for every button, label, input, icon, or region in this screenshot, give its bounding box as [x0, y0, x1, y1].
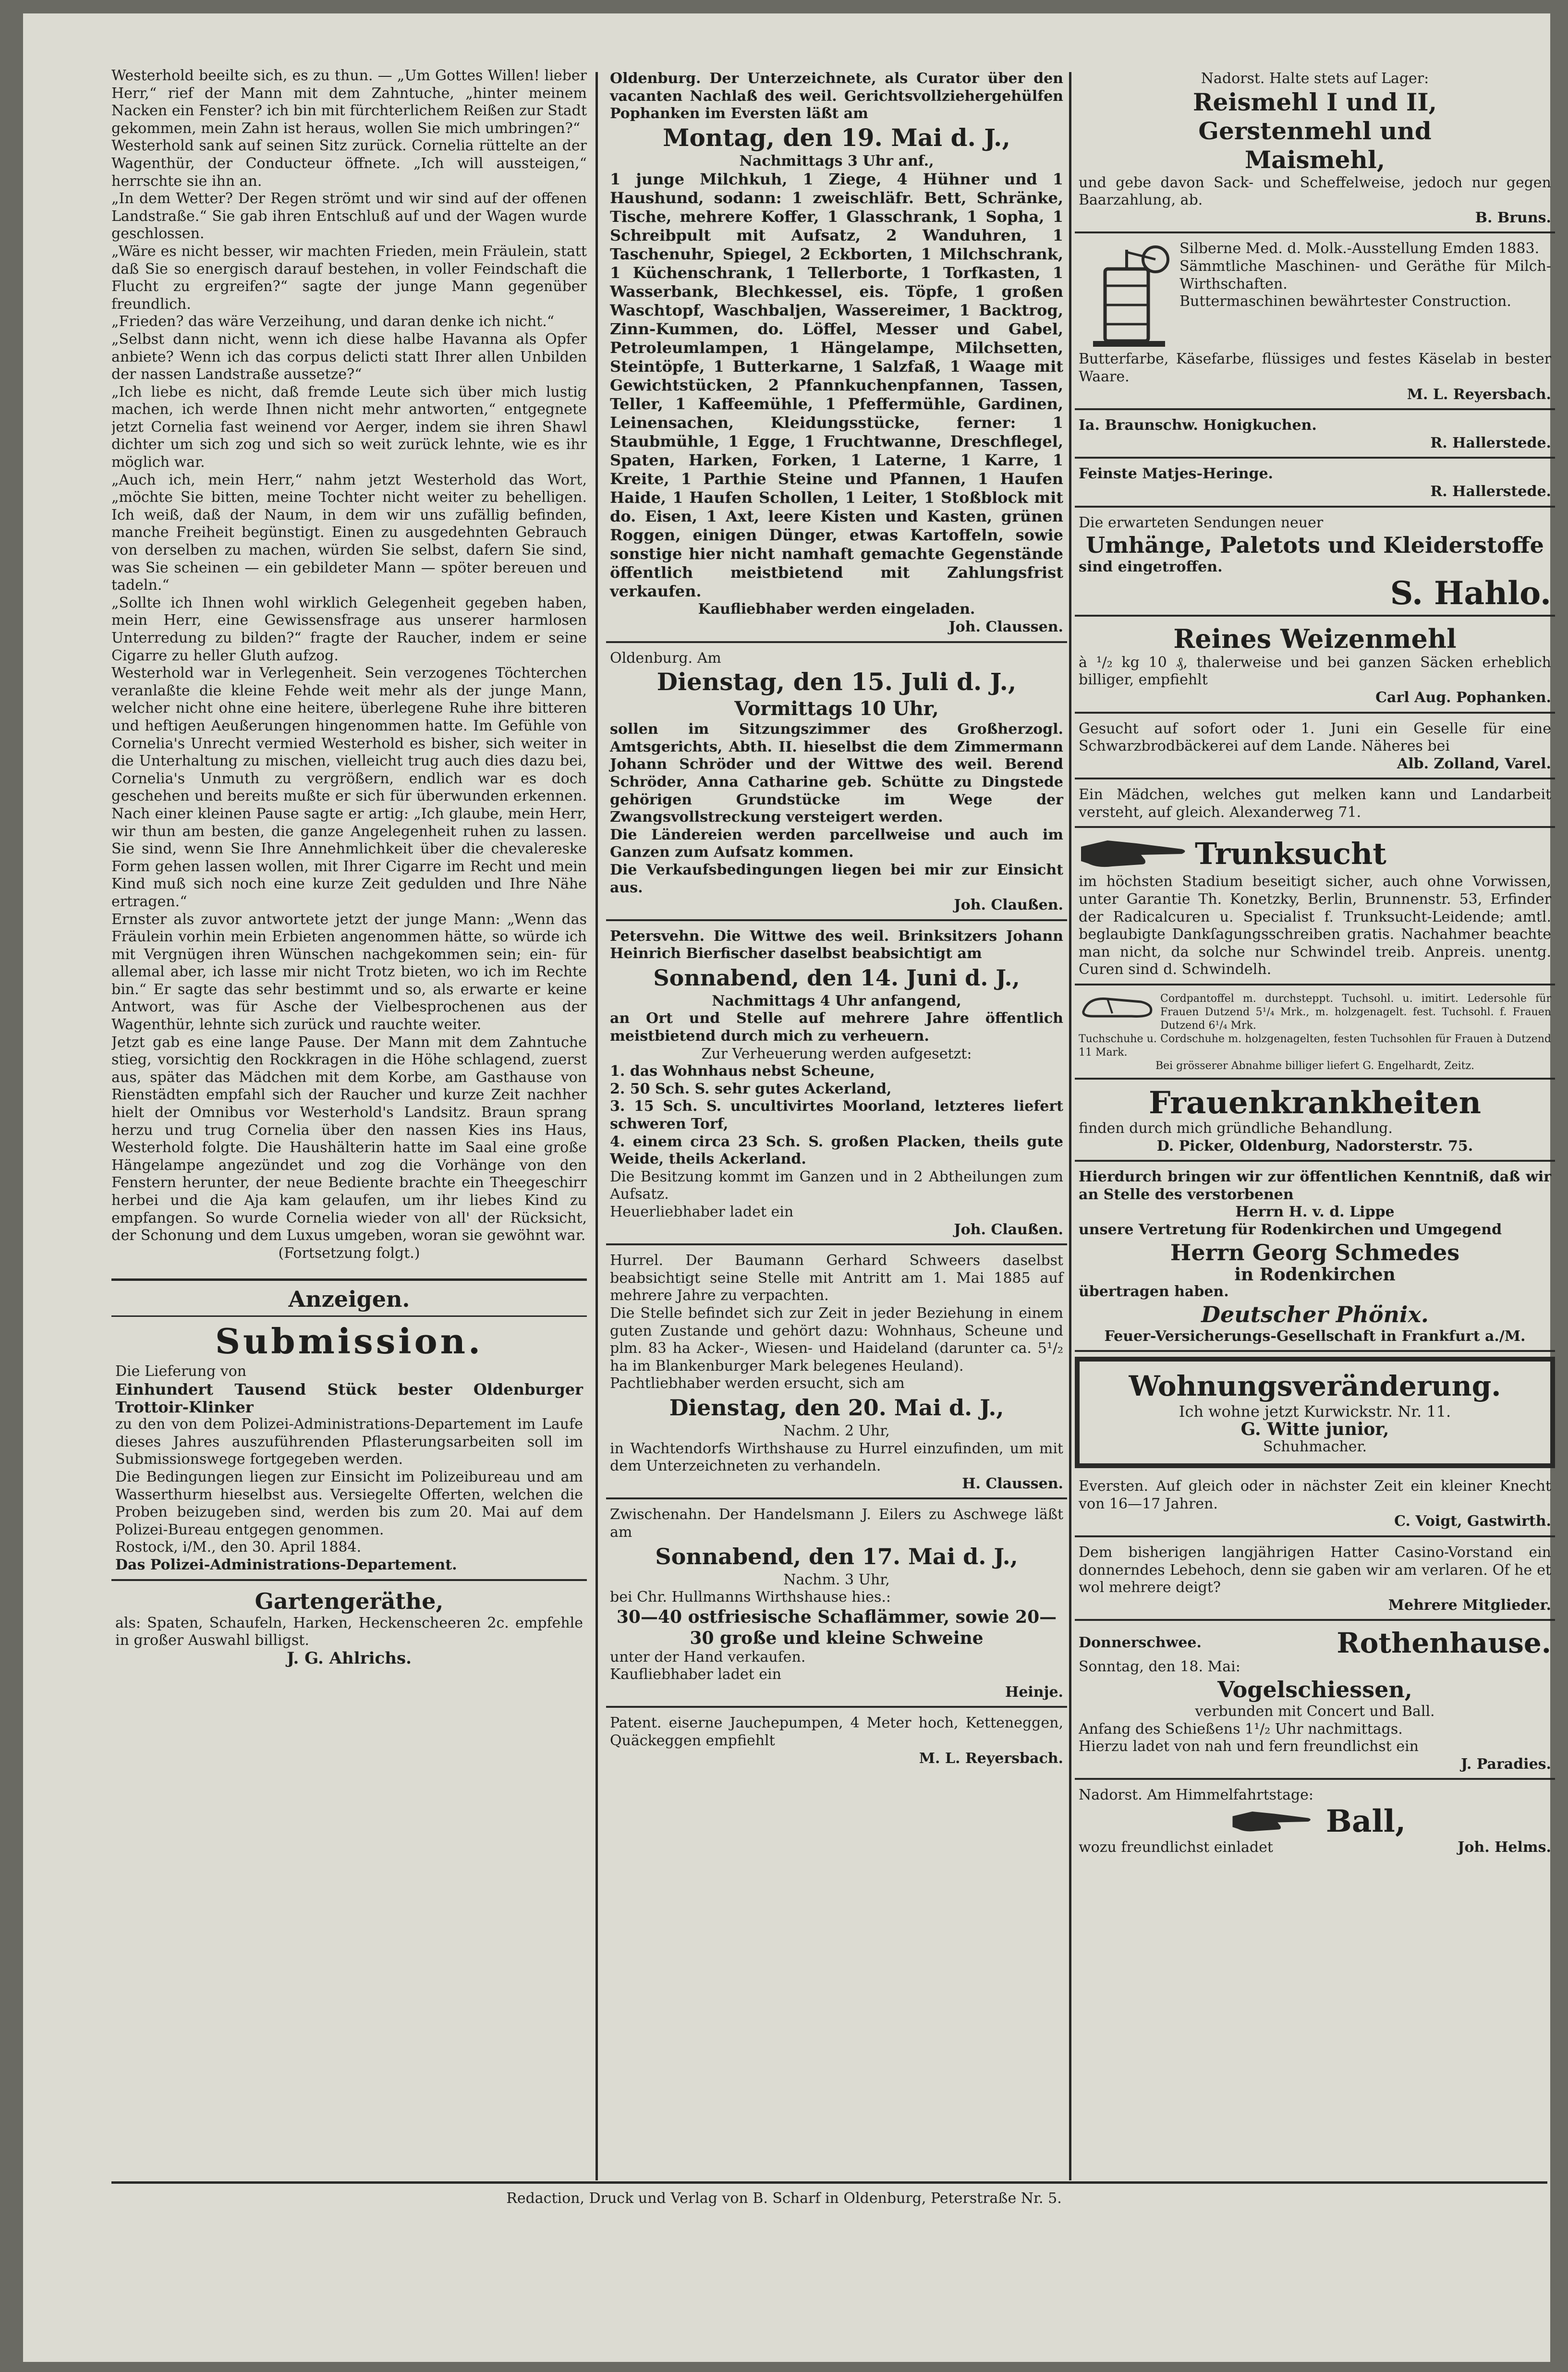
phoenix-firm-2: Feuer-Versicherungs-Gesellschaft in Frankfurt a./M. [1104, 1327, 1526, 1345]
submission-title: Submission. [215, 1321, 484, 1362]
dairy-machines: Sämmtliche Maschinen- und Geräthe für Milch-Wirthschaften. [1179, 257, 1551, 292]
change-of-address-text: Ich wohne jetzt Kurwickstr. Nr. 11. [1179, 1402, 1451, 1421]
wheat-flour-signature: Carl Aug. Pophanken. [1375, 689, 1551, 706]
alcoholism-cure-ad [1075, 832, 1555, 985]
rothenhause-text: verbunden mit Concert und Ball. [1195, 1703, 1435, 1720]
lease-list-head: Zur Verheuerung werden aufgesetzt: [701, 1045, 972, 1062]
lease-item: 2. 50 Sch. S. sehr gutes Ackerland, [610, 1080, 892, 1097]
auction-items: 1 junge Milchkuh, 1 Ziege, 4 Hühner und 1 Haushund, sodann: 1 zweischläfr. Bett, Schränke, Tische, mehrere Koffer, 1 Glasschrank, 1 Sopha, 1 Schreibpult mit Aufsatz, 2 Wanduhren, 1 Taschenuhr, Spiegel, 2 Eckborten, 1 Milchschrank, 1 Küchenschrank, 1 Tellerborte, 1 Torfkasten, 1 Wasserbank, Blechkessel, eis. Töpfe, 1 großen Waschtopf, Waschbaljen, Wassereimer, 1 Backtrog, Zinn-Kummen, do. Löffel, Messer und Gabel, Petroleumlampen, 1 Hängelampe, Milchsetten, Steintöpfe, 1 Butterkarne, 1 Salzfaß, 1 Waage mit Gewichtstücken, 2 Pfannkuchenpfannen, Tassen, Teller, 1 Kaffeemühle, 1 Pfeffermühle, Gardinen, Leinensachen, Kleidungsstücke, ferner: 1 Staubmühle, 1 Egge, 1 Fruchtwanne, Dreschflegel, Spaten, Harken, Forken, 1 Laterne, 1 Karre, 1 Kreite, 1 Parthie Steine und Pfannen, 1 Haufen Haide, 1 Haufen Schollen, 1 Leiter, 1 Stoßblock mit do. Eisen, 1 Axt, leere Kisten und Kasten, grünen Roggen, einigen Dünger, etwas Kartoffeln, sowie sonstige hier nicht namhaft gemachte Gegenstände öffentlich meistbietend mit Zahlungsfrist verkaufen. [610, 170, 1063, 601]
pump-ad [606, 1712, 1067, 1772]
baker-wanted-ad [1075, 718, 1555, 780]
womens-diseases-ad [1075, 1083, 1555, 1162]
auction-intro: Oldenburg. Der Unterzeichnete, als Curator über den vacanten Nachlaß des weil. Gerichtsvollziehergehülfen Pophanken im Eversten läßt am [610, 70, 1063, 122]
change-of-address-name: G. Witte junior, [1240, 1419, 1389, 1439]
court-sale-conditions: Die Verkaufsbedingungen liegen bei mir zur Einsicht aus. [610, 861, 1063, 896]
casino-greeting-text: Dem bisherigen langjährigen Hatter Casino-Vorstand ein donnerndes Lebehoch, denn sie gaben wir am verlaren. Of he et wol mehrere deigt? [1079, 1544, 1551, 1596]
story-paragraph: Jetzt gab es eine lange Pause. Der Mann mit dem Zahntuche stieg, vorsichtig den Rockkragen in die Höhe schlagend, zuerst aus, später das Mädchen mit dem Korbe, am Gasthause von Rienstädten empfahl sich der Raucher und kurze Zeit nachher hielt der Omnibus vor Westerhold's Landsitz. Braun sprang herzu und trug Cornelia über den nassen Kies ins Haus, Westerhold folgte. Die Haushälterin hatte im Saal eine große Hängelampe angezündet und zog die Vorhänge von den Fenstern herunter, der neue Bediente brachte ein Theegeschirr herbei und die Aja kam gelaufen, um ihr liebes Kind zu empfangen. So wurde Cornelia wieder von all' der Rücksicht, der Schonung und dem Luxus umgeben, woran sie gewöhnt war. [111, 1034, 587, 1244]
garden-tools-title: Gartengeräthe, [255, 1588, 444, 1614]
butter-churn-illustration [1079, 240, 1175, 351]
bruns-signature: B. Bruns. [1475, 209, 1551, 226]
womens-diseases-text: finden durch mich gründliche Behandlung. [1079, 1120, 1393, 1137]
phoenix-insurance-ad [1075, 1166, 1555, 1352]
phoenix-firm: Deutscher Phönix. [1201, 1301, 1429, 1327]
livestock-ad-eilers [606, 1503, 1067, 1708]
pointing-hand-icon [1079, 835, 1189, 873]
submission-ad [111, 1317, 587, 1581]
auction-ad-pophanken [606, 67, 1067, 643]
pump-signature: M. L. Reyersbach. [919, 1750, 1063, 1767]
court-sale-text: sollen im Sitzungszimmer des Großherzogl. Amtsgerichts, Abth. II. hieselbst die dem Zimmermann Johann Schröder und der Wittwe des weil. Berend Schröder, Anna Catharine geb. Schütte zu Dingstede gehörigen Grundstücke im Wege der Zwangsvollstreckung versteigert werden. [610, 721, 1063, 826]
court-sale-time: Vormittags 10 Uhr, [734, 697, 939, 720]
submission-intro: Die Lieferung von [115, 1363, 247, 1380]
eilers-invitation: Kaufliebhaber ladet ein [610, 1666, 781, 1683]
column-2 [606, 67, 1067, 1776]
lease-text: an Ort und Stelle auf mehrere Jahre öffentlich meistbietend durch mich zu verheuern. [610, 1010, 1063, 1045]
court-sale-head: Oldenburg. Am [610, 649, 721, 667]
eilers-date: Sonnabend, den 17. Mai d. J., [655, 1543, 1018, 1569]
rothenhause-text-2: Anfang des Schießens 1¹/₂ Uhr nachmittags. [1079, 1720, 1403, 1738]
submission-signature: Das Polizei-Administrations-Departement. [115, 1556, 457, 1573]
story-paragraph: „Sollte ich Ihnen wohl wirklich Gelegenheit gegeben haben, mein Herr, eine Gewissensfrage aus unserer harmlosen Unterredung zu bilden?“ fragte der Raucher, indem er seine Cigarre zu heller Gluth aufzog. [111, 594, 587, 664]
story-paragraph: Westerhold war in Verlegenheit. Sein verzogenes Töchterchen veranlaßte die kleine Fehde weit mehr als der junge Mann, welcher nicht ohne eine heitere, überlegene Ruhe ihre bitteren und heftigen Aeußerungen hingenommen hatte. Im Gefühle von Cornelia's Unrecht vermied Westerhold es bisher, sich weiter in die Unterhaltung zu mischen, vielleicht trug auch dies dazu bei, Cornelia's Unmuth zu vergrößern, endlich war es doch geschehen und bereits mußte er sich für überwunden erkennen. Nach einer kleinen Pause sagte er artig: „Ich glaube, mein Herr, wir thun am besten, die ganze Angelegenheit ruhen zu lassen. Sie sind, wenn Sie Ihre Annehmlichkeit über die chevalereske Form gehen lassen wollen, mit Ihrer Cigarre im Recht und mein Kind muß sich noch eine kurze Zeit gedulden und Ihre Nähe ertragen.“ [111, 665, 587, 910]
rothenhause-signature: J. Paradies. [1461, 1755, 1551, 1773]
slipper-ad [1075, 989, 1555, 1080]
alcoholism-cure-title: Trunksucht [1195, 836, 1386, 872]
farmhand-wanted-signature: C. Voigt, Gastwirth. [1394, 1513, 1551, 1530]
story-paragraph: „Ich liebe es nicht, daß fremde Leute sich über mich lustig machen, ich werde Ihnen nicht mehr antworten,“ entgegnete jetzt Cornelia fast weinend vor Aerger, indem sie ihren Shawl dichter um sich zog und sich so weit zurück lehnte, wie es ihr möglich war. [111, 383, 587, 471]
womens-diseases-title: Frauenkrankheiten [1148, 1085, 1482, 1121]
column-rule-1 [596, 72, 598, 2180]
court-sale-parcels: Die Ländereien werden parcellweise und auch im Ganzen zum Aufsatz kommen. [610, 826, 1063, 861]
hahlo-ad [1075, 511, 1555, 617]
eilers-time: Nachm. 3 Uhr, [783, 1571, 890, 1588]
anzeigen-title: Anzeigen. [288, 1286, 410, 1313]
rothenhause-text-3: Hierzu ladet von nah und fern freundlichst ein [1079, 1738, 1419, 1755]
lease-item: 1. das Wohnhaus nebst Scheune, [610, 1063, 875, 1080]
column-3 [1075, 67, 1555, 1865]
submission-conditions: Die Bedingungen liegen zur Einsicht im Polizeibureau und am Wasserthurm hieselbst aus. Versiegelte Offerten, welchen die Proben beizugeben sind, werden bis zum 20. Mai auf dem Polizei-Bureau entgegen genommen. [115, 1468, 583, 1538]
lease-item: 4. einem circa 23 Sch. S. großen Placken, theils gute Weide, theils Ackerland. [610, 1133, 1063, 1168]
footer-rule [111, 2181, 1547, 2184]
schweers-time: Nachm. 2 Uhr, [783, 1422, 890, 1439]
schweers-signature: H. Claussen. [962, 1475, 1063, 1492]
phoenix-text: Hierdurch bringen wir zur öffentlichen Kenntniß, daß wir an Stelle des verstorbenen [1079, 1168, 1551, 1203]
casino-greeting-ad [1075, 1541, 1555, 1621]
wheat-flour-title: Reines Weizenmehl [1173, 623, 1457, 654]
bruns-head: Nadorst. Halte stets auf Lager: [1201, 70, 1429, 87]
phoenix-place: in Rodenkirchen [1234, 1264, 1396, 1285]
schweers-date: Dienstag, den 20. Mai d. J., [669, 1394, 1004, 1421]
slipper-text: Cordpantoffel m. durchsteppt. Tuchsohl. u. imitirt. Ledersohle für Frauen Dutzend 5¹/₄ Mrk., m. holzgenagelt. fest. Tuchsohl. f. Frauen Dutzend 6¹/₄ Mrk. [1160, 993, 1551, 1032]
hahlo-goods: Umhänge, Paletots und Kleiderstoffe [1086, 532, 1544, 559]
farmhand-wanted-ad [1075, 1475, 1555, 1537]
story-paragraph: Westerhold sank auf seinen Sitz zurück. Cornelia rüttelte an der Wagenthür, der Conducteur öffnete. „Ich will aussteigen,“ herrschte sie ihn an. [111, 137, 587, 190]
submission-goods: Einhundert Tausend Stück bester Oldenburger Trottoir-Klinker [115, 1380, 583, 1416]
story-continued: (Fortsetzung folgt.) [278, 1244, 420, 1262]
lease-time: Nachmittags 4 Uhr anfangend, [712, 992, 961, 1010]
rothenhause-event: Vogelschiessen, [1217, 1676, 1412, 1703]
story-paragraph: „Frieden? das wäre Verzeihung, und daran denke ich nicht.“ [111, 313, 555, 330]
story-paragraph: „Auch ich, mein Herr,“ nahm jetzt Westerhold das Wort, „möchte Sie bitten, meine Tochter nicht weiter zu behelligen. Ich weiß, daß der Naum, in dem wir uns zufällig befinden, manche Freiheit begünstigt. Einen zu ausgedehnten Gebrauch von derselben zu machen, würden Sie selbst, dafern Sie sind, was Sie scheinen — ein gebildeter Mann — spöter bereuen und tadeln.“ [111, 471, 587, 594]
phoenix-former-agent: Herrn H. v. d. Lippe [1235, 1204, 1395, 1221]
baker-wanted-text: Gesucht auf sofort oder 1. Juni ein Geselle für eine Schwarzbrodbäckerei auf dem Lande. Näheres bei [1079, 720, 1551, 755]
column-rule-2 [1069, 72, 1071, 2180]
phoenix-new-agent: Herrn Georg Schmedes [1170, 1239, 1460, 1265]
bruns-item: Reismehl I und II, [1192, 87, 1437, 116]
wheat-flour-text: à ¹/₂ kg 10 ₰, thalerweise und bei ganzen Säcken erheblich billiger, empfiehlt [1079, 654, 1551, 689]
farmhand-wanted-text: Eversten. Auf gleich oder in nächster Zeit ein kleiner Knecht von 16—17 Jahren. [1079, 1478, 1551, 1512]
dairy-medal: Silberne Med. d. Molk.-Ausstellung Emden 1883. [1179, 240, 1540, 257]
eilers-intro: Zwischenahn. Der Handelsmann J. Eilers zu Aschwege läßt am [610, 1506, 1063, 1541]
garden-tools-text: als: Spaten, Schaufeln, Harken, Heckenscheeren 2c. empfehle in großer Auswahl billigst. [115, 1614, 583, 1649]
anzeigen-header [111, 1278, 587, 1317]
wheat-flour-ad [1075, 620, 1555, 714]
phoenix-text-3: übertragen haben. [1079, 1283, 1229, 1301]
auction-signature: Joh. Claussen. [948, 618, 1063, 635]
pump-text: Patent. eiserne Jauchepumpen, 4 Meter hoch, Ketteneggen, Quäckeggen empfiehlt [610, 1715, 1063, 1750]
eilers-items: 30—40 ostfriesische Schaflämmer, sowie 20—30 große und kleine Schweine [616, 1606, 1057, 1648]
schweers-text-2: Pachtliebhaber werden ersucht, sich am [610, 1375, 905, 1392]
maid-wanted-text: Ein Mädchen, welches gut melken kann und Landarbeit versteht, auf gleich. Alexanderweg 71. [1079, 786, 1551, 821]
slipper-text-2: Tuchschuhe u. Cordschuhe m. holzgenagelten, festen Tuchsohlen für Frauen à Dutzend 11 Mark. [1079, 1033, 1551, 1059]
column-1 [111, 67, 587, 1676]
bruns-text: und gebe davon Sack- und Scheffelweise, jedoch nur gegen Baarzahlung, ab. [1079, 174, 1551, 209]
court-sale-signature: Joh. Claußen. [954, 897, 1063, 914]
story-paragraph: „In dem Wetter? Der Regen strömt und wir sind auf der offenen Landstraße.“ Sie gab ihren Entschluß auf und der Wagen wurde geschlossen. [111, 190, 587, 243]
herring-ad [1075, 462, 1555, 507]
lease-signature: Joh. Claußen. [954, 1221, 1063, 1238]
rothenhause-date: Sonntag, den 18. Mai: [1079, 1658, 1240, 1676]
change-of-address-ad [1075, 1357, 1555, 1468]
ball-title: Ball, [1325, 1803, 1406, 1839]
auction-date: Montag, den 19. Mai d. J., [663, 123, 1010, 152]
ball-ad [1075, 1784, 1555, 1861]
eilers-signature: Heinje. [1005, 1683, 1063, 1701]
pointing-hand-icon [1224, 1807, 1320, 1836]
auction-time: Nachmittags 3 Uhr anf., [739, 152, 934, 170]
change-of-address-title: Wohnungsveränderung. [1129, 1370, 1501, 1403]
eilers-text: unter der Hand verkaufen. [610, 1648, 806, 1666]
auction-invitation: Kaufliebhaber werden eingeladen. [698, 601, 975, 618]
lease-ad-schweers [606, 1249, 1067, 1499]
phoenix-text-2: unsere Vertretung für Rodenkirchen und Umgegend [1079, 1221, 1502, 1238]
story-paragraph: Westerhold beeilte sich, es zu thun. — „Um Gottes Willen! lieber Herr,“ rief der Mann mit dem Zahntuche, „hinter meinem Nacken ein Fenster? ich bin mit fürchterlichem Reißen zur Stadt gekommen, mein Zahn ist heraus, wollen Sie mich umbringen?“ [111, 67, 587, 137]
submission-place: Rostock, i/M., den 30. April 1884. [115, 1539, 362, 1556]
dairy-signature: M. L. Reyersbach. [1407, 386, 1551, 403]
ball-text-2: wozu freundlichst einladet [1079, 1838, 1273, 1856]
dairy-churns: Buttermaschinen bewährtester Construction. [1179, 293, 1511, 310]
lease-invitation: Heuerliebhaber ladet ein [610, 1204, 794, 1220]
story-paragraph: „Wäre es nicht besser, wir machten Frieden, mein Fräulein, statt daß Sie so energisch darauf bestehen, in voller Feindschaft die Flucht zu ergreifen?“ sagte der junge Mann gegenüber freundlich. [111, 243, 587, 313]
serial-story [111, 67, 587, 1262]
bruns-item: Maismehl, [1244, 145, 1386, 174]
womens-diseases-signature: D. Picker, Oldenburg, Nadorsterstr. 75. [1156, 1137, 1473, 1155]
ball-text: Nadorst. Am Himmelfahrtstage: [1079, 1787, 1314, 1804]
hahlo-text: sind eingetroffen. [1079, 559, 1223, 576]
bruns-item: Gerstenmehl und [1198, 116, 1432, 145]
court-sale-ad [606, 647, 1067, 921]
honey-cake-ad [1075, 414, 1555, 459]
slipper-supplier: Bei grösserer Abnahme billiger liefert G. Engelhardt, Zeitz. [1155, 1060, 1475, 1072]
rothenhause-name: Rothenhause. [1337, 1627, 1551, 1660]
schweers-intro: Hurrel. Der Baumann Gerhard Schweers daselbst beabsichtigt seine Stelle mit Antritt am 1. Mai 1885 auf mehrere Jahre zu verpachten. [610, 1252, 1063, 1304]
baker-wanted-signature: Alb. Zolland, Varel. [1397, 755, 1551, 772]
honey-cake-text: Ia. Braunschw. Honigkuchen. [1079, 417, 1317, 434]
herring-text: Feinste Matjes-Heringe. [1079, 465, 1273, 483]
eilers-location: bei Chr. Hullmanns Wirthshause hies.: [610, 1589, 891, 1606]
lease-text-2: Die Besitzung kommt im Ganzen und in 2 Abtheilungen zum Aufsatz. [610, 1168, 1063, 1203]
rothenhause-place: Donnerschwee. [1079, 1634, 1202, 1652]
submission-text: zu den von dem Polizei-Administrations-Departement im Laufe dieses Jahres auszuführenden Pflasterungsarbeiten soll im Submissionswege fortgegeben werden. [115, 1416, 583, 1468]
story-paragraph: Ernster als zuvor antwortete jetzt der junge Mann: „Wenn das Fräulein vorhin mein Erbieten angenommen hätte, so würde ich mit Vergnügen ihren Wünschen nachgekommen sein; ein- für allemal aber, ich lasse mir nicht Trotz bieten, wo ich im Rechte bin.“ Er sagte das sehr bestimmt und so, als erwarte er keine Antwort, was für Asche der Vielbesprochenen aus der Wagenthür, lehnte sich zurück und rauchte weiter. [111, 911, 587, 1034]
hahlo-signature: S. Hahlo. [1390, 574, 1551, 612]
alcoholism-cure-text: im höchsten Stadium beseitigt sicher, auch ohne Vorwissen, unter Garantie Th. Konetzky, Berlin, Brunnenstr. 53, Erfinder der Radicalcuren u. Specialist f. Trunksucht-Leidende; amtl. beglaubigte Dankſagungsschreiben gratis. Nachahmer beachte man nicht, da solche nur Schwindel treib. Anpreis. unentg. Curen sind d. Schwindelh. [1079, 873, 1551, 978]
schweers-text-3: in Wachtendorfs Wirthshause zu Hurrel einzufinden, um mit dem Unterzeichneten zu verhandeln. [610, 1440, 1063, 1475]
maid-wanted-ad [1075, 783, 1555, 828]
slipper-icon [1079, 992, 1155, 1021]
dairy-machines-ad [1075, 237, 1555, 410]
garden-tools-ad [111, 1585, 587, 1672]
ball-signature: Joh. Helms. [1458, 1838, 1551, 1856]
court-sale-date: Dienstag, den 15. Juli d. J., [656, 668, 1017, 696]
dairy-colours: Butterfarbe, Käsefarbe, flüssiges und festes Käselab in bester Waare. [1079, 351, 1551, 385]
story-paragraph: „Selbst dann nicht, wenn ich diese halbe Havanna als Opfer anbiete? Wenn ich das corpus delicti statt Ihrer allen Unbilden der nassen Landstraße aussetze?“ [111, 330, 587, 383]
lease-date: Sonnabend, den 14. Juni d. J., [653, 964, 1020, 991]
schweers-text: Die Stelle befindet sich zur Zeit in jeder Beziehung in einem guten Zustande und gehört dazu: Wohnhaus, Scheune und plm. 83 ha Acker-, Wiesen- und Haideland (darunter ca. 5¹/₂ ha im Blankenburger Mark belegenes Heuland). [610, 1304, 1063, 1375]
herring-signature: R. Hallerstede. [1430, 483, 1551, 500]
change-of-address-role: Schuhmacher. [1263, 1438, 1367, 1455]
lease-ad-bierfischer [606, 925, 1067, 1246]
honey-cake-signature: R. Hallerstede. [1430, 434, 1551, 451]
casino-greeting-signature: Mehrere Mitglieder. [1388, 1596, 1551, 1614]
flour-ad-bruns [1075, 67, 1555, 233]
lease-intro: Petersvehn. Die Wittwe des weil. Brinksitzers Johann Heinrich Bierfischer daselbst beabsichtigt am [610, 927, 1063, 962]
lease-item: 3. 15 Sch. S. uncultivirtes Moorland, letzteres liefert schweren Torf, [610, 1098, 1063, 1133]
hahlo-head: Die erwarteten Sendungen neuer [1079, 514, 1324, 531]
imprint: Redaction, Druck und Verlag von B. Scharf in Oldenburg, Peterstraße Nr. 5. [506, 2190, 1062, 2207]
rothenhause-ad [1075, 1625, 1555, 1780]
garden-tools-signature: J. G. Ahlrichs. [287, 1648, 412, 1668]
